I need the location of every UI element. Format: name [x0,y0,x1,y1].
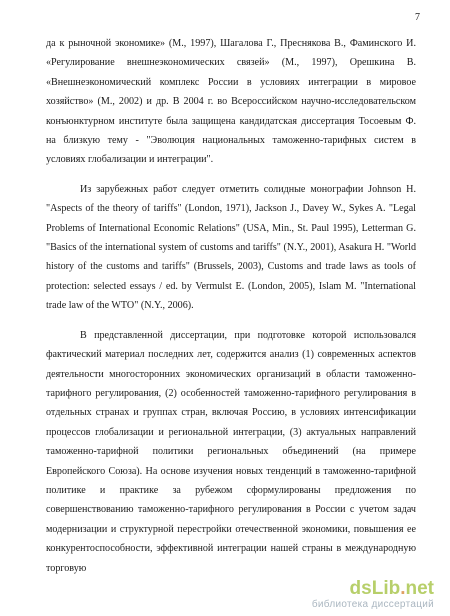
watermark [312,579,434,610]
paragraph-foreign-works: Из зарубежных работ следует отметить солидные монографии Johnson H. "Aspects of the theory of tariffs" (London, 1971), Jackson J., Davey W., Sykes A. "Legal Problems of International Economic Relations" (USA, Min., St. Paul 1995), Letterman G. "Basics of the international system of customs and tariffs" (N.Y., 2001), Asakura H. "World history of the customs and tariffs" (Brussels, 2003), Customs and trade laws as tools of protection: selected essays / ed. by Vermulst E. (London, 2005), Islam M. "International trade law of the WTO" (N.Y., 2006). [46,183,416,312]
watermark-subtitle: библиотека диссертаций [311,599,434,610]
page-number: 7 [415,12,420,23]
paragraph-dissertation-analysis: В представленной диссертации, при подготовке которой использовался фактический материал последних лет, содержится анализ (1) современных аспектов деятельности многосторонних экономических организаций в области таможенно-тарифного регулирования, (2) особенностей таможенно-тарифного регулирования в отдельных странах и группах стран, включая Россию, в условиях интенсификации процессов глобализации и региональной интеграции, (3) актуальных направлений таможенно-тарифной политики региональных объединений (на примере Европейского Союза). На основе изучения новых тенденций в таможенно-тарифной политике и практике за рубежом сформулированы предложения по совершенствованию таможенно-тарифного регулирования в России с учетом задач модернизации и структурной перестройки отечественной экономики, повышения ее конкурентоспособности, эффективной интеграции нашей страны в международную торговую [46,329,416,574]
document-body [46,34,416,578]
watermark-logo: dsLib.net [349,578,434,599]
paragraph-continuation: да к рыночной экономике» (М., 1997), Шагалова Г., Преснякова В., Фаминского И. «Регулирование внешнеэкономических связей» (М., 1997), Орешкина В. «Внешнеэкономический комплекс России в условиях интеграции в мировое хозяйство» (М., 2002) и др. В 2004 г. во Всероссийском научно-исследовательском конъюнктурном институте была защищена кандидатская диссертация Тосоевым Ф. на близкую тему - "Эволюция национальных таможенно-тарифных систем в условиях глобализации и интеграции". [46,38,416,166]
